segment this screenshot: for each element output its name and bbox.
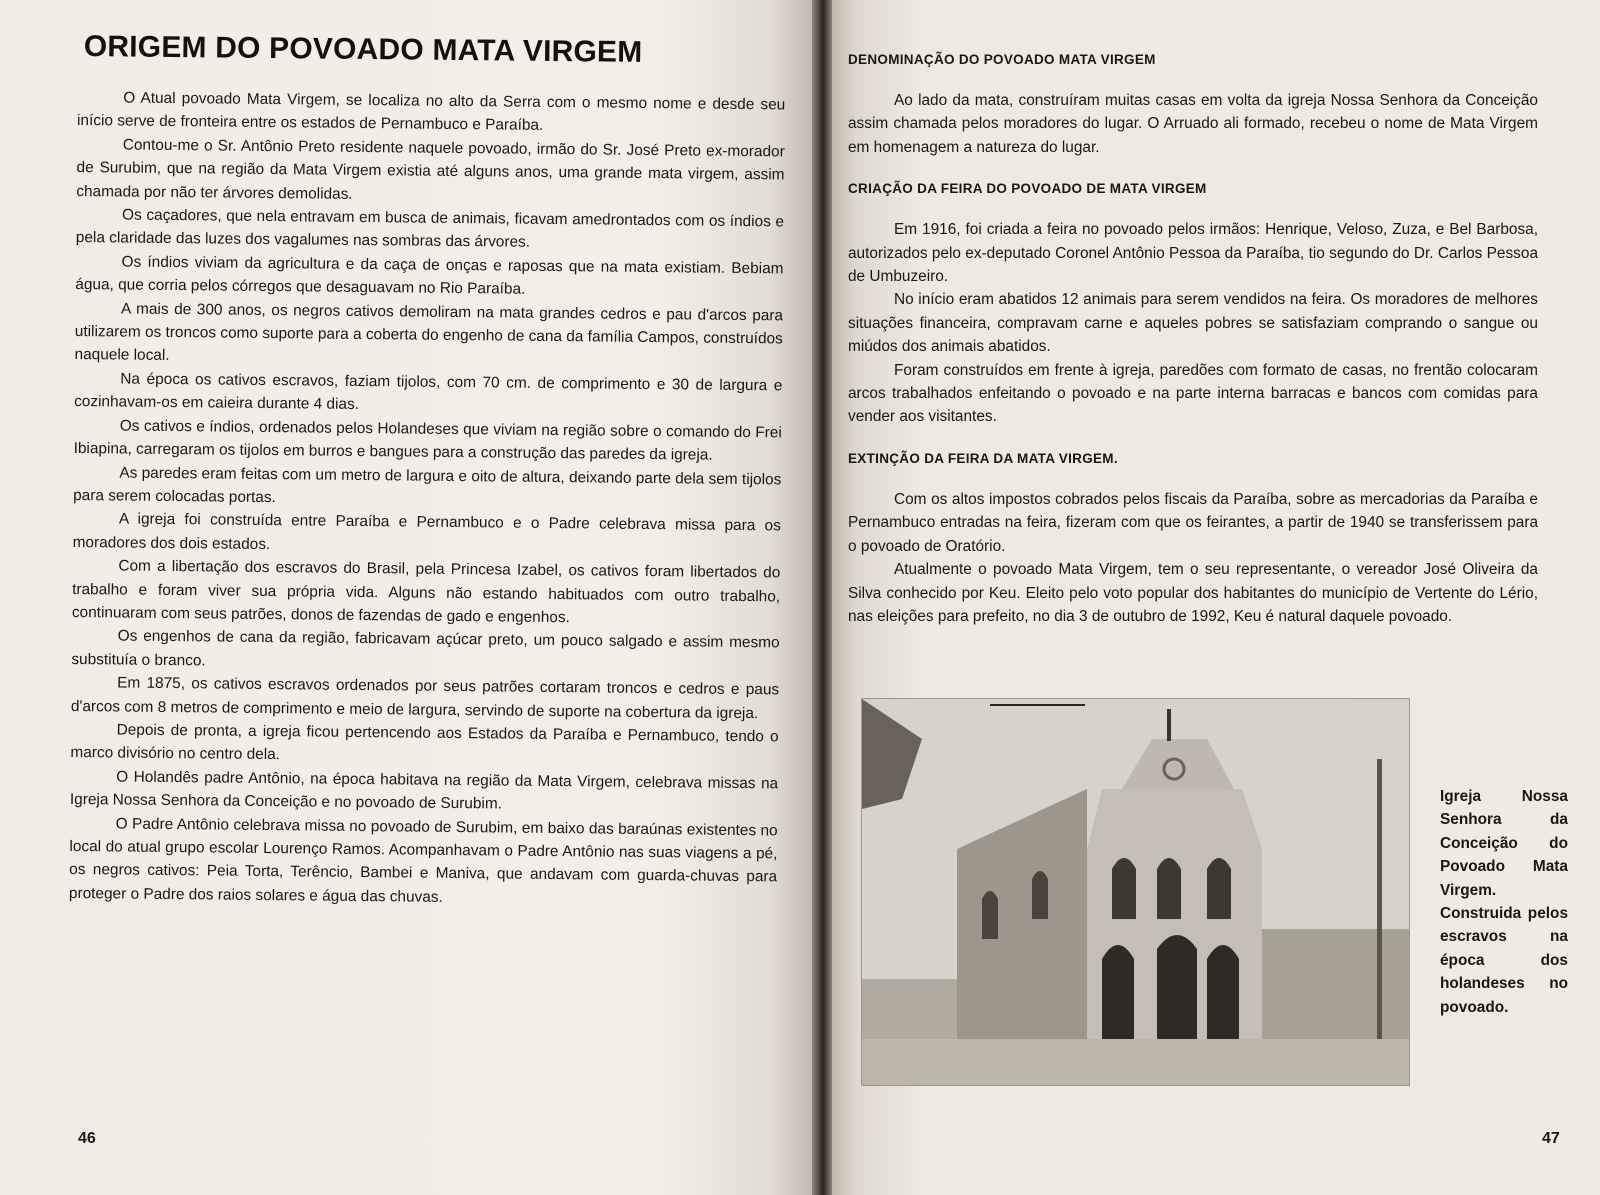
section-heading: DENOMINAÇÃO DO POVOADO MATA VIRGEM <box>848 52 1156 67</box>
right-page-content <box>848 52 1538 628</box>
paragraph: A mais de 300 anos, os negros cativos demoliram na mata grandes cedros e pau d'arcos para utilizarem os troncos como suporte para a coberta do engenho de cana da família Campos, construídos naquele local. <box>74 300 784 365</box>
paragraph: Os caçadores, que nela entravam em busca de animais, ficavam amedrontados com os índios e pela claridade das luzes dos vagalumes nas sombras das árvores. <box>75 206 785 252</box>
paragraph: Ao lado da mata, construíram muitas casas em volta da igreja Nossa Senhora da Conceição assim chamada pelos moradores do lugar. O Arruado ali formado, recebeu o nome de Mata Virgem em homenagem a natureza do lugar. <box>848 92 1538 156</box>
photo-caption: Igreja Nossa Senhora da Conceição do Povoado Mata Virgem. Construida pelos escravos na época dos holandeses no povoado. <box>1440 788 1568 1016</box>
paragraph: Em 1916, foi criada a feira no povoado pelos irmãos: Henrique, Veloso, Zuza, e Bel Barbosa, autorizados pelo ex-deputado Coronel Antônio Pessoa da Paraíba, tio segundo do Dr. Carlos Pessoa de Umbuzeiro. <box>848 221 1538 286</box>
paragraph: Na época os cativos escravos, faziam tijolos, com 70 cm. de comprimento e 30 de largura e cozinhavam-os em caieira durante 4 dias. <box>74 370 783 414</box>
paragraph: No início eram abatidos 12 animais para serem vendidos na feira. Os moradores de melhores situações financeira, compravam carne e aqueles pobres se satisfaziam comprando o sangue ou miúdos dos animais abatidos. <box>848 291 1538 356</box>
paragraph: A igreja foi construída entre Paraíba e Pernambuco e o Padre celebrava missa para os moradores dos dois estados. <box>72 510 781 553</box>
book-gutter <box>812 0 832 1195</box>
paragraph: Os engenhos de cana da região, fabricavam açúcar preto, um pouco salgado e assim mesmo substituía o branco. <box>71 627 780 670</box>
paragraph: Atualmente o povoado Mata Virgem, tem o seu representante, o vereador José Oliveira da Silva conhecido por Keu. Eleito pelo voto popular dos habitantes do município de Vertente do Lério, nas eleições para prefeito, no dia 3 de outubro de 1992, Keu é natural daquele povoado. <box>848 561 1538 625</box>
paragraph: Foram construídos em frente à igreja, paredões com formato de casas, no frentão colocaram arcos trabalhados enfeitando o povoado e na parte interna barracas e bancos com comidas para vender aos visitantes. <box>848 361 1538 426</box>
divider-line <box>990 704 1085 706</box>
paragraph: Com os altos impostos cobrados pelos fiscais da Paraíba, sobre as mercadorias da Paraíba e Pernambuco entradas na feira, fizeram com que os feirantes, a partir de 1940 se transferissem para o povoado de Oratório. <box>848 490 1538 555</box>
church-photo <box>861 698 1410 1086</box>
page-number-right: 47 <box>1542 1130 1560 1147</box>
paragraph: Os índios viviam da agricultura e da caça de onças e raposas que na mata existiam. Bebiam água, que corria pelos córregos que desaguavam no Rio Paraíba. <box>75 253 784 298</box>
section-heading: EXTINÇÃO DA FEIRA DA MATA VIRGEM. <box>848 450 1118 466</box>
church-illustration <box>862 699 1409 1085</box>
paragraph: O Padre Antônio celebrava missa no povoado de Surubim, em baixo das baraúnas existentes no local do atual grupo escolar Lourenço Ramos. Acompanhavam o Padre Antônio nas suas viagens a pé, os negros cativos: Peia Torta, Terêncio, Bambei e Maniva, que andavam com guarda-chuvas para proteger o Padre dos raios solares e água das chuvas. <box>68 815 778 906</box>
paragraph: Com a libertação dos escravos do Brasil, pela Princesa Izabel, os cativos foram libertados do trabalho e foram viver sua própria vida. Alguns não estando habituados com outro trabalho, continuaram com seus patrões, donos de fazendas de gado e engenhos. <box>71 557 781 627</box>
paragraph: As paredes eram feitas com um metro de largura e oito de altura, deixando parte dela sem tijolos para serem colocadas portas. <box>73 463 782 507</box>
paragraph: Em 1875, os cativos escravos ordenados por seus patrões cortaram troncos e cedros e paus d'arcos com 8 metros de comprimento e meio de largura, servindo de suporte na cobertura da igreja. <box>70 674 780 722</box>
paragraph: Depois de pronta, a igreja ficou pertencendo aos Estados da Paraíba e Pernambuco, tendo o marco divisório no centro dela. <box>70 721 779 764</box>
section-heading: CRIAÇÃO DA FEIRA DO POVOADO DE MATA VIRGEM <box>848 181 1207 197</box>
page-number-left: 46 <box>78 1130 96 1147</box>
paragraph: Contou-me o Sr. Antônio Preto residente naquele povoado, irmão do Sr. José Preto ex-morador de Surubim, que na região da Mata Virgem existia até alguns anos, uma grande mata virgem, assim chamada por não ter árvores demolidas. <box>76 136 785 203</box>
page-title: ORIGEM DO POVOADO MATA VIRGEM <box>83 30 643 69</box>
left-page-content <box>69 30 786 913</box>
paragraph: O Atual povoado Mata Virgem, se localiza no alto da Serra com o mesmo nome e desde seu início serve de fronteira entre os estados de Pernambuco e Paraíba. <box>76 89 786 135</box>
paragraph: O Holandês padre Antônio, na época habitava na região da Mata Virgem, celebrava missas na Igreja Nossa Senhora da Conceição e no povoado de Surubim. <box>69 768 779 813</box>
paragraph: Os cativos e índios, ordenados pelos Holandeses que viviam na região sobre o comando do Frei Ibiapina, carregaram os tijolos em burros e bangues para a construção das paredes da igreja. <box>73 417 782 464</box>
